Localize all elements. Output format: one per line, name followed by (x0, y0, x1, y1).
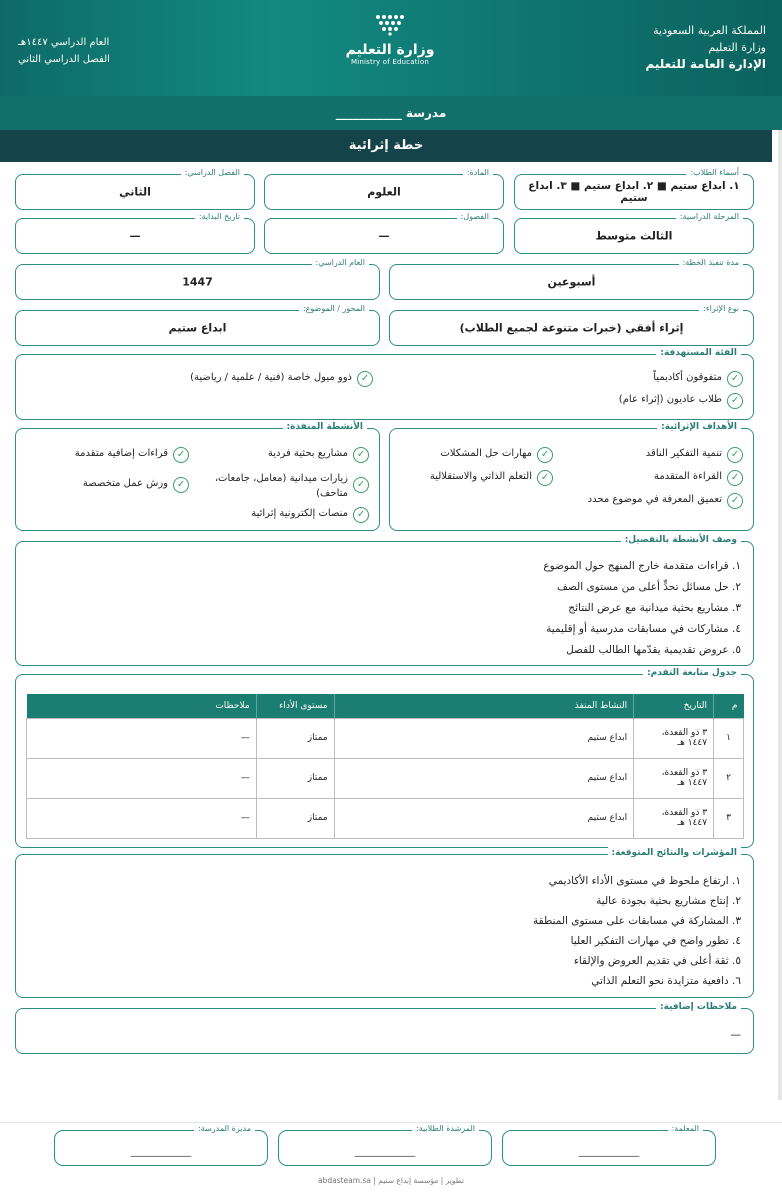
year-value: 1447 (182, 275, 213, 289)
goal-item: ✓ مهارات حل المشكلات (440, 447, 553, 463)
classes-label: الفصول: (457, 211, 493, 223)
checkmark-icon: ✓ (727, 393, 743, 409)
target-group-label: الفئة المستهدفة: (656, 347, 741, 359)
activity-item: ✓ قراءات إضافية متقدمة (75, 447, 189, 463)
activities-box (15, 422, 380, 531)
checkmark-icon: ✓ (357, 371, 373, 387)
subject-value: العلوم (367, 185, 401, 199)
detail-line: ٢. حل مسائل تحدٍّ أعلى من مستوى الصف (557, 581, 741, 593)
notes-label: ملاحظات إضافية: (656, 1001, 741, 1013)
classes-field (264, 212, 504, 254)
header-authority (645, 22, 766, 73)
topic-value: ابداع ستيم (168, 321, 227, 335)
col-header-date: التاريخ (634, 694, 714, 718)
checkmark-icon: ✓ (353, 477, 369, 493)
target-item: ✓ متفوقون أكاديمياً (653, 371, 743, 387)
checkmark-icon: ✓ (353, 447, 369, 463)
semester-field (15, 168, 255, 210)
subject-field (264, 168, 504, 210)
students-label: أسماء الطلاب: (686, 167, 743, 179)
ministry-emblem-icon (373, 14, 407, 36)
table-row: ٣ ٣ ذو القعدة، ١٤٤٧ هـ ابداع ستيم ممتاز — (27, 798, 744, 838)
goals-label: الأهداف الإثرائية: (657, 421, 741, 433)
activity-item: ✓ ورش عمل متخصصة (83, 477, 189, 493)
goals-box (389, 422, 754, 531)
stage-field (514, 212, 754, 254)
plan-title: خطة إثرائية (0, 130, 772, 162)
table-header-row (27, 694, 744, 718)
indicator-line: ٣. المشاركة في مسابقات على مستوى المنطقة (533, 915, 741, 927)
activity-item: ✓ منصات إلكترونية إثرائية (251, 507, 369, 523)
enrichment-type-label: نوع الإثراء: (699, 303, 743, 315)
activity-details-box (15, 535, 754, 666)
year-label: العام الدراسي: (312, 257, 369, 269)
logo-english-text: Ministry of Education (350, 58, 430, 66)
school-name-bar: مدرسة ___________ (0, 96, 782, 130)
year-field (15, 258, 380, 300)
detail-line: ٣. مشاريع بحثية ميدانية مع عرض النتائج (568, 602, 741, 614)
enrichment-type-field (389, 304, 754, 346)
activity-item: ✓ زيارات ميدانية (معامل، جامعات، متاحف) (209, 471, 369, 501)
indicators-box (15, 848, 754, 998)
target-item: ✓ ذوو ميول خاصة (فنية / علمية / رياضية) (190, 371, 373, 387)
progress-label: جدول متابعة التقدم: (643, 667, 741, 679)
teacher-signature-label: المعلمة: (668, 1123, 703, 1135)
checkmark-icon: ✓ (173, 447, 189, 463)
classes-value: — (378, 229, 390, 243)
goal-item: ✓ تنمية التفكير الناقد (646, 447, 743, 463)
enrichment-type-value: إثراء أفقي (خبرات متنوعة لجميع الطلاب) (459, 321, 684, 335)
checkmark-icon: ✓ (173, 477, 189, 493)
indicator-line: ٤. تطور واضح في مهارات التفكير العليا (570, 935, 741, 947)
target-group-box (15, 348, 754, 420)
progress-table (26, 694, 744, 839)
header-banner (0, 0, 782, 96)
goal-item: ✓ تعميق المعرفة في موضوع محدد (588, 493, 743, 509)
checkmark-icon: ✓ (727, 371, 743, 387)
notes-box (15, 1002, 754, 1054)
stage-value: الثالث متوسط (595, 229, 673, 243)
semester-text: الفصل الدراسي الثاني (18, 54, 110, 65)
kingdom-text: المملكة العربية السعودية (653, 24, 766, 37)
start-date-label: تاريخ البداية: (195, 211, 244, 223)
principal-signature (54, 1124, 268, 1166)
counselor-signature-label: المرشدة الطلابية: (412, 1123, 479, 1135)
counselor-signature-line: ___________ (354, 1144, 416, 1157)
activity-item: ✓ مشاريع بحثية فردية (268, 447, 369, 463)
students-field (514, 168, 754, 210)
teacher-signature-line: ___________ (578, 1144, 640, 1157)
checkmark-icon: ✓ (537, 447, 553, 463)
checkmark-icon: ✓ (537, 470, 553, 486)
indicators-label: المؤشرات والنتائج المتوقعة: (608, 847, 741, 859)
topic-label: المحور / الموضوع: (299, 303, 369, 315)
teacher-signature (502, 1124, 716, 1166)
indicator-line: ٦. دافعية متزايدة نحو التعلم الذاتي (591, 975, 741, 987)
detail-line: ٥. عروض تقديمية يقدّمها الطالب للفصل (566, 644, 741, 656)
semester-label: الفصل الدراسي: (181, 167, 244, 179)
credit-text: تطوير | مؤسسة إبداع ستيم | abdasteam.sa (317, 1176, 465, 1185)
notes-value: — (730, 1029, 741, 1041)
start-date-field (15, 212, 255, 254)
stage-label: المرحلة الدراسية: (676, 211, 743, 223)
col-header-no: م (714, 694, 744, 718)
duration-label: مدة تنفيذ الخطة: (679, 257, 743, 269)
indicator-line: ٥. ثقة أعلى في تقديم العروض والإلقاء (573, 955, 741, 967)
checkmark-icon: ✓ (727, 470, 743, 486)
header-year-info (18, 34, 110, 68)
start-date-value: — (129, 229, 141, 243)
ministry-logo (330, 14, 450, 66)
col-header-notes: ملاحظات (27, 694, 257, 718)
academic-year-text: العام الدراسي ١٤٤٧هـ (18, 37, 110, 48)
counselor-signature (278, 1124, 492, 1166)
semester-value: الثاني (119, 185, 151, 199)
subject-label: المادة: (463, 167, 493, 179)
detail-line: ١. قراءات متقدمة خارج المنهج حول الموضوع (543, 560, 741, 572)
activities-label: الأنشطة المنفذة: (283, 421, 367, 433)
duration-field (389, 258, 754, 300)
checkmark-icon: ✓ (727, 493, 743, 509)
col-header-activity: النشاط المنفذ (334, 694, 634, 718)
table-row: ٢ ٣ ذو القعدة، ١٤٤٧ هـ ابداع ستيم ممتاز — (27, 758, 744, 798)
students-value: ١. ابداع ستيم ■ ٢. ابداع ستيم ■ ٣. ابداع ستيم (528, 180, 740, 204)
duration-value: أسبوعين (547, 275, 596, 289)
directorate-text: الإدارة العامة للتعليم (645, 57, 766, 71)
topic-field (15, 304, 380, 346)
indicator-line: ٢. إنتاج مشاريع بحثية بجودة عالية (596, 895, 741, 907)
checkmark-icon: ✓ (727, 447, 743, 463)
detail-line: ٤. مشاركات في مسابقات مدرسية أو إقليمية (546, 623, 741, 635)
goal-item: ✓ التعلم الذاتي والاستقلالية (430, 470, 553, 486)
principal-signature-line: ___________ (130, 1144, 192, 1157)
principal-signature-label: مديرة المدرسة: (194, 1123, 255, 1135)
goal-item: ✓ القراءة المتقدمة (654, 470, 743, 486)
col-header-level: مستوى الأداء (256, 694, 334, 718)
checkmark-icon: ✓ (353, 507, 369, 523)
target-item: ✓ طلاب عاديون (إثراء عام) (619, 393, 743, 409)
activity-details-label: وصف الأنشطة بالتفصيل: (621, 534, 741, 546)
table-row: ١ ٣ ذو القعدة، ١٤٤٧ هـ ابداع ستيم ممتاز — (27, 718, 744, 758)
indicator-line: ١. ارتفاع ملحوظ في مستوى الأداء الأكاديمي (548, 875, 741, 887)
logo-arabic-text: وزارة التعليم (345, 42, 435, 58)
ministry-text: وزارة التعليم (708, 41, 766, 54)
